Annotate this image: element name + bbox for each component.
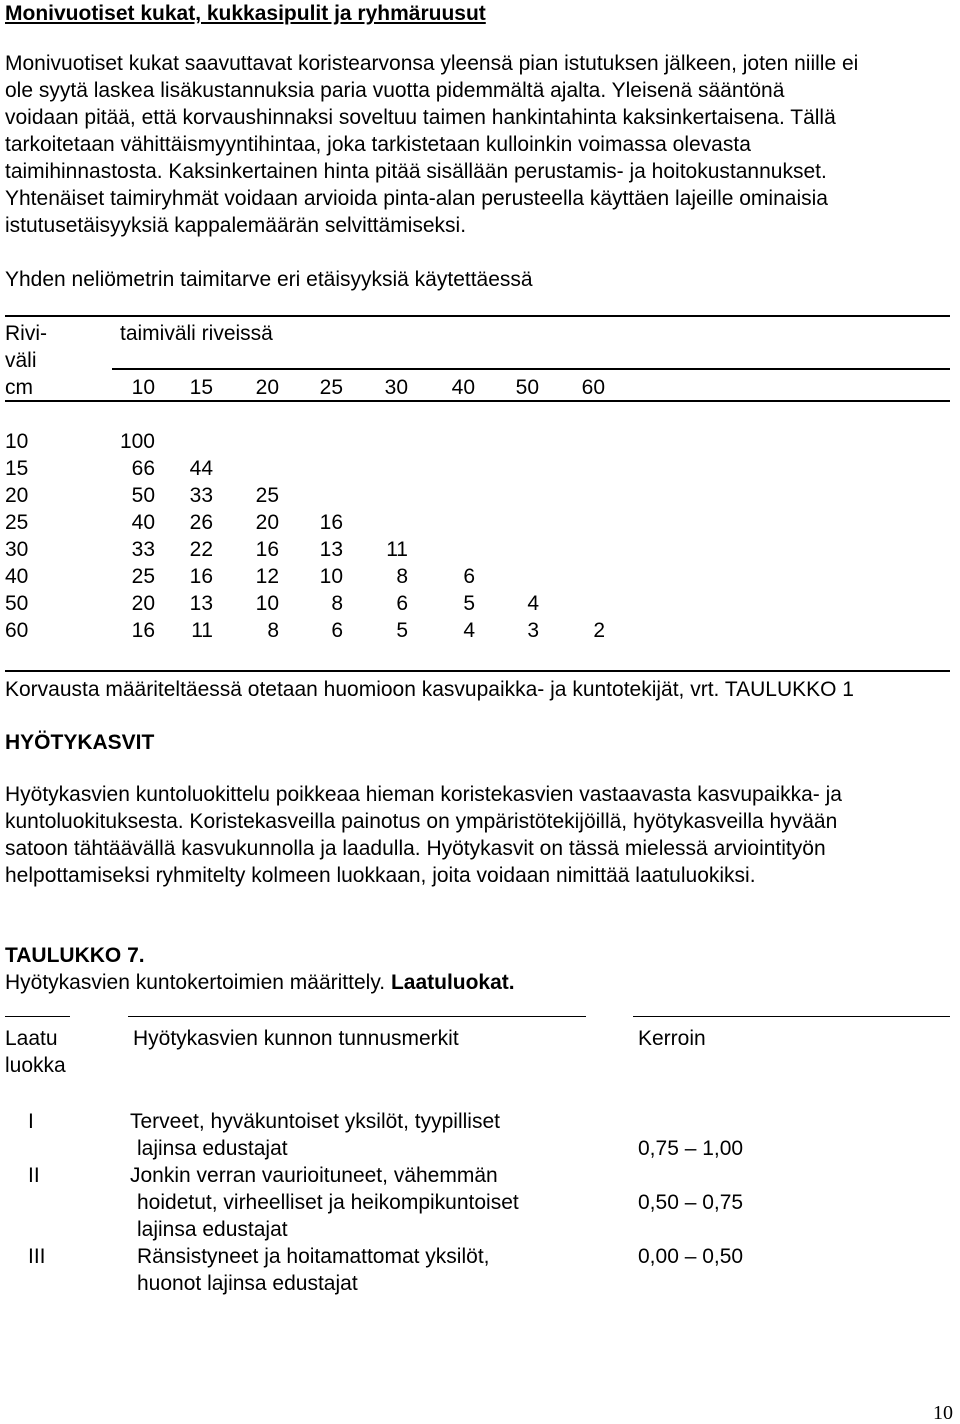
table-cell: 33 xyxy=(131,538,155,561)
column-header: 60 xyxy=(581,376,605,399)
table7-class: III xyxy=(28,1245,46,1268)
paragraph-line: Yhtenäiset taimiryhmät voidaan arvioida pinta-alan perusteella käyttäen lajeille ominaisia xyxy=(5,187,828,210)
table-cell: 16 xyxy=(189,565,213,588)
column-header: 10 xyxy=(131,376,155,399)
paragraph-line: ole syytä laskea lisäkustannuksia paria vuotta pidemmältä ajalta. Yleisenä sääntönä xyxy=(5,79,785,102)
table-cell: 25 xyxy=(255,484,279,507)
paragraph-line: taimihinnastosta. Kaksinkertainen hinta pitää sisällään perustamis- ja hoitokustannukset. xyxy=(5,160,827,183)
table-cell: 20 xyxy=(131,592,155,615)
table-cell: 16 xyxy=(319,511,343,534)
column-header: 50 xyxy=(515,376,539,399)
paragraph-line: Hyötykasvien kuntoluokittelu poikkeaa hieman koristekasvien vastaavasta kasvupaikka- ja xyxy=(5,783,842,806)
table7-title: TAULUKKO 7. xyxy=(5,944,145,967)
table7-rule-coef xyxy=(633,1016,950,1017)
column-header: 25 xyxy=(319,376,343,399)
table7-header-class-line1: Laatu xyxy=(5,1027,58,1050)
table-cell: 12 xyxy=(255,565,279,588)
table7-coef: 0,00 – 0,50 xyxy=(638,1245,744,1268)
row-label: 50 xyxy=(5,592,29,615)
table-cell: 11 xyxy=(191,619,213,642)
table-cell: 22 xyxy=(189,538,213,561)
column-group-label: taimiväli riveissä xyxy=(120,322,273,345)
row-header-line2: väli xyxy=(5,349,37,372)
row-label: 25 xyxy=(5,511,29,534)
table7-desc-line: Terveet, hyväkuntoiset yksilöt, tyypilliset xyxy=(130,1110,500,1133)
column-header: 20 xyxy=(255,376,279,399)
table-cell: 8 xyxy=(331,592,343,615)
table-cell: 13 xyxy=(319,538,343,561)
table-cell: 3 xyxy=(527,619,539,642)
table-cell: 8 xyxy=(267,619,279,642)
row-label: 10 xyxy=(5,430,29,453)
row-label: 40 xyxy=(5,565,29,588)
table7-rule-class xyxy=(5,1016,70,1017)
perennials-paragraph xyxy=(5,50,955,239)
table-cell: 6 xyxy=(396,592,408,615)
table7-subtitle xyxy=(5,969,515,996)
table-cell: 6 xyxy=(331,619,343,642)
paragraph-line: istutusetäisyyksiä kappalemäärän selvittämiseksi. xyxy=(5,214,467,237)
table-cell: 66 xyxy=(131,457,155,480)
table-cell: 5 xyxy=(463,592,475,615)
table7-desc-line: hoidetut, virheelliset ja heikompikuntoiset xyxy=(137,1191,519,1214)
table7-desc-line: Ränsistyneet ja hoitamattomat yksilöt, xyxy=(137,1245,490,1268)
table-cell: 16 xyxy=(131,619,155,642)
page-number: 10 xyxy=(933,1402,953,1424)
table-top-rule xyxy=(5,315,950,317)
table-header-rule xyxy=(5,400,950,402)
paragraph-line: kuntoluokituksesta. Koristekasveilla painotus on ympäristötekijöillä, hyötykasveilla hyvään xyxy=(5,810,838,833)
row-label: 30 xyxy=(5,538,29,561)
table-cell: 33 xyxy=(189,484,213,507)
table-cell: 25 xyxy=(131,565,155,588)
table-cell: 44 xyxy=(189,457,213,480)
table-cell: 40 xyxy=(131,511,155,534)
table7-desc-line: lajinsa edustajat xyxy=(137,1218,288,1241)
paragraph-line: satoon tähtäävällä kasvukunnolla ja laadulla. Hyötykasvit on tässä mielessä arviointityön xyxy=(5,837,826,860)
table-cell: 5 xyxy=(396,619,408,642)
table-cell: 4 xyxy=(463,619,475,642)
section-title-perennials: Monivuotiset kukat, kukkasipulit ja ryhmäruusut xyxy=(5,2,486,25)
table7-subtitle-bold: Laatuluokat. xyxy=(390,971,515,994)
table-bottom-rule xyxy=(5,670,950,672)
table7-desc-line: huonot lajinsa edustajat xyxy=(137,1272,358,1295)
section-title-vegetables: HYÖTYKASVIT xyxy=(5,731,155,754)
table7-coef: 0,75 – 1,00 xyxy=(638,1137,744,1160)
table-cell: 4 xyxy=(527,592,539,615)
table-cell: 100 xyxy=(119,430,155,453)
table-cell: 8 xyxy=(396,565,408,588)
column-group-rule xyxy=(112,368,950,370)
paragraph-line: voidaan pitää, että korvaushinnaksi soveltuu taimen hankintahinta kaksinkertaisena. Tällä xyxy=(5,106,836,129)
paragraph-line: helpottamiseksi ryhmitelty kolmeen luokkaan, joita voidaan nimittää laatuluokiksi. xyxy=(5,864,756,887)
table7-subtitle-plain: Hyötykasvien kuntokertoimien määrittely. xyxy=(5,971,391,994)
table7-desc-line: lajinsa edustajat xyxy=(137,1137,288,1160)
column-header: 15 xyxy=(189,376,213,399)
table7-rule-desc xyxy=(128,1016,586,1017)
table-cell: 13 xyxy=(189,592,213,615)
row-header-line3: cm xyxy=(5,376,33,399)
table-cell: 16 xyxy=(255,538,279,561)
vegetables-paragraph xyxy=(5,781,955,889)
spacing-table-footnote: Korvausta määriteltäessä otetaan huomioon kasvupaikka- ja kuntotekijät, vrt. TAULUKKO 1 xyxy=(5,678,854,701)
table7-desc-line: Jonkin verran vaurioituneet, vähemmän xyxy=(130,1164,498,1187)
column-header: 40 xyxy=(451,376,475,399)
row-header-line1: Rivi- xyxy=(5,322,47,345)
table-cell: 2 xyxy=(593,619,605,642)
table7-header-coef: Kerroin xyxy=(638,1027,706,1050)
table-cell: 11 xyxy=(386,538,408,561)
row-label: 20 xyxy=(5,484,29,507)
table-cell: 26 xyxy=(189,511,213,534)
table7-class: II xyxy=(28,1164,40,1187)
table-cell: 10 xyxy=(255,592,279,615)
row-label: 15 xyxy=(5,457,29,480)
spacing-table-caption: Yhden neliömetrin taimitarve eri etäisyyksiä käytettäessä xyxy=(5,268,533,291)
table7-class: I xyxy=(28,1110,34,1133)
paragraph-line: Monivuotiset kukat saavuttavat koristearvonsa yleensä pian istutuksen jälkeen, joten niille ei xyxy=(5,52,859,75)
table7-header-desc: Hyötykasvien kunnon tunnusmerkit xyxy=(133,1027,459,1050)
table-cell: 6 xyxy=(463,565,475,588)
column-header: 30 xyxy=(384,376,408,399)
table-cell: 50 xyxy=(131,484,155,507)
table7-coef: 0,50 – 0,75 xyxy=(638,1191,744,1214)
row-label: 60 xyxy=(5,619,29,642)
table7-header-class-line2: luokka xyxy=(5,1054,66,1077)
table-cell: 20 xyxy=(255,511,279,534)
table-cell: 10 xyxy=(319,565,343,588)
paragraph-line: tarkoitetaan vähittäismyyntihintaa, joka tarkistetaan kulloinkin voimassa olevasta xyxy=(5,133,751,156)
